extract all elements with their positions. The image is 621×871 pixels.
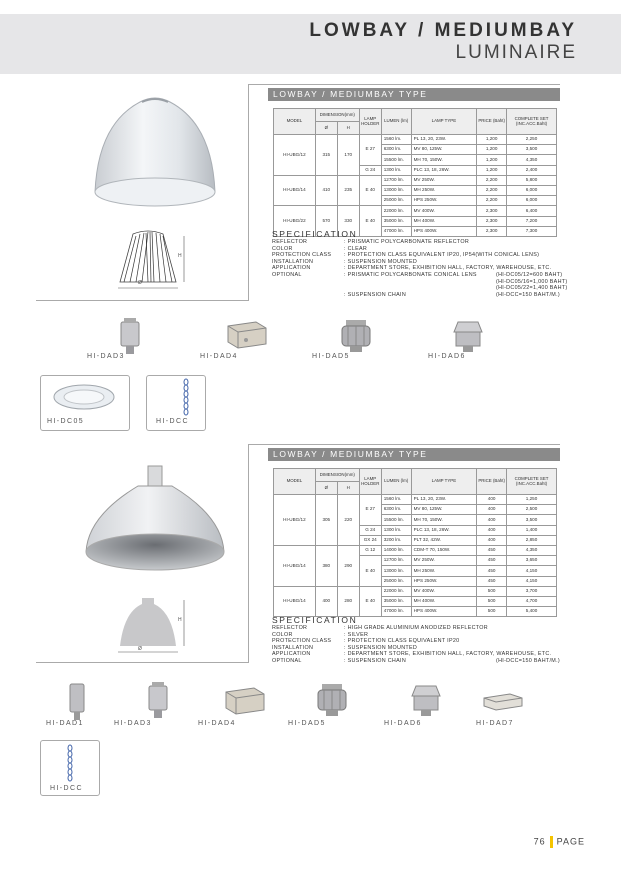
spec-value: : SUSPENSION CHAIN xyxy=(344,291,407,298)
cell-lamp: PLT 32, 42W. xyxy=(411,535,477,545)
frame-line xyxy=(36,300,249,301)
cell-lumen: 1300 lm. xyxy=(381,525,411,535)
table-row xyxy=(274,175,557,185)
spec-extra: (HI-DC05/22=1,400 BAHT) xyxy=(496,285,568,292)
accessory-label: HI-DAD6 xyxy=(428,353,466,360)
cell-lumen: 25000 lm. xyxy=(381,576,411,586)
cell-lumen: 25000 lm. xyxy=(381,196,411,206)
spec-value: : PROTECTION CLASS EQUIVALENT IP20 xyxy=(344,638,460,645)
cell-price: 2,200 xyxy=(477,196,507,206)
spec-value: : HIGH GRADE ALUMINIUM ANODIZED REFLECTOR xyxy=(344,625,488,631)
spec-row xyxy=(272,651,551,657)
spec-row xyxy=(272,658,616,664)
cell-set: 4,350 xyxy=(507,545,557,555)
cell-lumen: 1300 lm. xyxy=(381,165,411,175)
cell-price: 1,200 xyxy=(477,135,507,145)
cell-set: 5,400 xyxy=(507,607,557,617)
table-row xyxy=(274,495,557,505)
cell-price: 450 xyxy=(477,566,507,576)
spec-extra: (HI-DCC=150 BAHT/M.) xyxy=(496,291,560,298)
cell-lamp: HPS 400W. xyxy=(411,226,477,236)
cell-lamp: PLC 13, 18, 26W. xyxy=(411,165,477,175)
cell-lamp: MH 250W. xyxy=(411,185,477,195)
spec-row xyxy=(272,252,539,258)
cell-lamp: PL 13, 20, 23W. xyxy=(411,135,477,145)
option-label: HI-DCC xyxy=(156,418,189,425)
accessory-label: HI-DAD1 xyxy=(46,720,84,727)
cell-lumen: 12700 lm. xyxy=(381,556,411,566)
hi-dad5-ballast-icon xyxy=(314,682,350,718)
cell-price: 2,300 xyxy=(477,206,507,216)
hi-dad4-box-icon xyxy=(224,318,268,352)
dim-h-label: H xyxy=(178,617,184,623)
cell-h: 170 xyxy=(337,135,359,176)
cell-lumen: 6300 lm. xyxy=(381,145,411,155)
accessory-label: HI-DAD7 xyxy=(476,720,514,727)
hi-dad6-ballast-icon xyxy=(452,318,484,354)
cell-price: 450 xyxy=(477,556,507,566)
frame-line xyxy=(248,84,249,300)
page-title: LOWBAY / MEDIUMBAY xyxy=(309,20,577,41)
aluminium-dimension-sketch xyxy=(108,594,198,660)
cell-lamp: HPS 250W. xyxy=(411,576,477,586)
cell-set: 7,200 xyxy=(507,216,557,226)
page-subtitle: LUMINAIRE xyxy=(455,42,577,63)
cell-price: 500 xyxy=(477,586,507,596)
accessory-label: HI-DAD4 xyxy=(200,353,238,360)
cell-set: 1,400 xyxy=(507,525,557,535)
accessory-label: HI-DAD6 xyxy=(384,720,422,727)
cell-lumen: 13000 lm. xyxy=(381,566,411,576)
hi-dad1-ballast-icon xyxy=(66,682,88,722)
frame-line xyxy=(36,662,249,663)
spec-key: INSTALLATION xyxy=(272,644,314,651)
col-dimension: DIMENSION(mm) xyxy=(315,109,359,122)
cell-phi: 380 xyxy=(315,545,337,586)
spec-key: INSTALLATION xyxy=(272,258,314,265)
hi-dad4-box-icon xyxy=(222,684,266,718)
suspension-chain-icon xyxy=(66,744,74,784)
table-row xyxy=(274,135,557,145)
spec-key: OPTIONAL xyxy=(272,658,302,664)
spec-row xyxy=(272,279,616,285)
cell-holder: E 40 xyxy=(359,586,381,617)
spec-key: APPLICATION xyxy=(272,651,311,658)
cell-h: 290 xyxy=(337,545,359,586)
hi-dad6-ballast-icon xyxy=(410,682,442,718)
frame-line xyxy=(248,444,560,445)
cell-lumen: 6300 lm. xyxy=(381,505,411,515)
accessory-label: HI-DAD4 xyxy=(198,720,236,727)
col-complete-set: COMPLETE SET (INC.ACC.Baht) xyxy=(507,469,557,495)
cell-set: 2,400 xyxy=(507,165,557,175)
cell-model: HI-UBG/14 xyxy=(274,545,316,586)
cell-set: 2,250 xyxy=(507,135,557,145)
cell-h: 280 xyxy=(337,586,359,617)
cell-set: 3,500 xyxy=(507,515,557,525)
spec-key: REFLECTOR xyxy=(272,239,308,245)
dim-h-label: H xyxy=(178,253,184,259)
spec-value: : DEPARTMENT STORE, EXHIBITION HALL, FACTORY, WAREHOUSE, ETC. xyxy=(344,651,552,658)
spec-row xyxy=(272,625,488,631)
cell-lamp: MH 250W. xyxy=(411,566,477,576)
page-number xyxy=(534,836,585,848)
spec-row xyxy=(272,292,616,298)
spec-row xyxy=(272,645,417,651)
spec-key: APPLICATION xyxy=(272,265,311,272)
cell-model: HI-UBG/14 xyxy=(274,586,316,617)
cell-set: 6,000 xyxy=(507,185,557,195)
table-row xyxy=(274,586,557,596)
cell-set: 6,400 xyxy=(507,206,557,216)
accessory-label: HI-DAD3 xyxy=(114,720,152,727)
cell-lamp: MV 80, 125W. xyxy=(411,505,477,515)
cell-lumen: 47000 lm. xyxy=(381,226,411,236)
table-row xyxy=(274,545,557,555)
col-lumen: LUMEN (lm) xyxy=(381,469,411,495)
cell-holder: G 24 xyxy=(359,525,381,535)
cell-lumen: 1560 lm. xyxy=(381,135,411,145)
cell-lamp: MV 400W. xyxy=(411,586,477,596)
option-label: HI-DCC xyxy=(50,785,83,792)
col-lamp-holder: LAMP HOLDER xyxy=(359,109,381,135)
spec-key: PROTECTION CLASS xyxy=(272,638,332,645)
spec-key: REFLECTOR xyxy=(272,625,308,631)
cell-lamp: MV 400W. xyxy=(411,206,477,216)
cell-set: 5,800 xyxy=(507,175,557,185)
cell-lumen: 22000 lm. xyxy=(381,206,411,216)
spec-value: : SILVER xyxy=(344,631,369,638)
cell-phi: 305 xyxy=(315,495,337,546)
spec-extra: (HI-DC05/16=1,000 BAHT) xyxy=(496,278,568,285)
col-lamp-type: LAMP TYPE xyxy=(411,109,477,135)
cell-lumen: 22000 lm. xyxy=(381,586,411,596)
section-1-table xyxy=(273,108,557,237)
hi-dad3-ballast-icon xyxy=(146,682,170,722)
cell-set: 4,150 xyxy=(507,566,557,576)
cell-lamp: HPS 250W. xyxy=(411,196,477,206)
cell-price: 450 xyxy=(477,576,507,586)
cell-price: 400 xyxy=(477,515,507,525)
accessory-label: HI-DAD5 xyxy=(288,720,326,727)
accessory-label: HI-DAD5 xyxy=(312,353,350,360)
hi-dad3-ballast-icon xyxy=(118,318,142,358)
cell-set: 2,500 xyxy=(507,505,557,515)
cell-lamp: MH 400W. xyxy=(411,596,477,606)
spec-row xyxy=(272,285,616,291)
cell-holder: E 27 xyxy=(359,135,381,166)
spec-row xyxy=(272,265,551,271)
spec-value: : PROTECTION CLASS EQUIVALENT IP20, IP54(WITH CONICAL LENS) xyxy=(344,252,540,259)
section-2-bar: LOWBAY / MEDIUMBAY TYPE xyxy=(268,448,560,461)
cell-holder: G 24 xyxy=(359,165,381,175)
cell-set: 4,350 xyxy=(507,155,557,165)
cell-price: 400 xyxy=(477,525,507,535)
cell-set: 7,300 xyxy=(507,226,557,236)
cell-price: 2,300 xyxy=(477,226,507,236)
cell-set: 4,700 xyxy=(507,596,557,606)
section-1-spec-title: SPECIFICATION xyxy=(272,229,358,239)
cell-price: 2,200 xyxy=(477,175,507,185)
cell-set: 3,650 xyxy=(507,556,557,566)
cell-set: 6,000 xyxy=(507,196,557,206)
cell-set: 4,150 xyxy=(507,576,557,586)
cell-lumen: 47000 lm. xyxy=(381,607,411,617)
cell-price: 400 xyxy=(477,535,507,545)
dim-phi-label: Ø xyxy=(138,646,144,652)
cell-lamp: MV 80, 125W. xyxy=(411,145,477,155)
cell-lamp: CDM-T 70, 150W. xyxy=(411,545,477,555)
cell-holder: E 27 xyxy=(359,495,381,526)
col-model: MODEL xyxy=(274,109,316,135)
hi-dad5-ballast-icon xyxy=(338,318,374,354)
cell-lamp: MH 70, 150W. xyxy=(411,155,477,165)
cell-lumen: 35000 lm. xyxy=(381,596,411,606)
cell-model: HI-UBG/12 xyxy=(274,135,316,176)
cell-lumen: 35000 lm. xyxy=(381,216,411,226)
cell-h: 235 xyxy=(337,175,359,206)
spec-value: : PRISMATIC POLYCARBONATE CONICAL LENS xyxy=(344,272,477,278)
accessory-label: HI-DAD3 xyxy=(87,353,125,360)
cell-lumen: 3200 lm. xyxy=(381,535,411,545)
section-2-table xyxy=(273,468,557,617)
cell-lamp: PLC 13, 18, 26W. xyxy=(411,525,477,535)
col-dim-phi: Ø xyxy=(315,482,337,495)
col-model: MODEL xyxy=(274,469,316,495)
cell-price: 400 xyxy=(477,495,507,505)
section-2-spec-title: SPECIFICATION xyxy=(272,615,358,625)
cell-lamp: MH 70, 150W. xyxy=(411,515,477,525)
spec-extra: (HI-DC05/12=600 BAHT) xyxy=(496,272,563,278)
section-1-bar: LOWBAY / MEDIUMBAY TYPE xyxy=(268,88,560,101)
spec-row xyxy=(272,259,417,265)
cell-price: 500 xyxy=(477,607,507,617)
spec-key: PROTECTION CLASS xyxy=(272,252,332,259)
cell-holder: E 40 xyxy=(359,556,381,587)
cell-lumen: 13000 lm. xyxy=(381,185,411,195)
spec-value: : DEPARTMENT STORE, EXHIBITION HALL, FACTORY, WAREHOUSE, ETC. xyxy=(344,265,552,272)
cell-lumen: 12700 lm. xyxy=(381,175,411,185)
prismatic-dome-lamp xyxy=(90,92,220,212)
cell-lamp: MV 250W. xyxy=(411,556,477,566)
cell-lumen: 14000 lm. xyxy=(381,545,411,555)
spec-value: : SUSPENSION MOUNTED xyxy=(344,644,418,651)
cell-price: 2,300 xyxy=(477,216,507,226)
cell-price: 400 xyxy=(477,505,507,515)
cell-lamp: MH 400W. xyxy=(411,216,477,226)
cell-holder: GX 24 xyxy=(359,535,381,545)
dim-phi-label: Ø xyxy=(138,280,144,286)
cell-holder: E 40 xyxy=(359,206,381,237)
page-label: PAGE xyxy=(556,836,585,847)
spec-value: : SUSPENSION CHAIN xyxy=(344,658,407,664)
cell-set: 2,850 xyxy=(507,535,557,545)
cell-lamp: MV 250W. xyxy=(411,175,477,185)
frame-line xyxy=(248,84,560,85)
cell-phi: 400 xyxy=(315,586,337,617)
cell-model: HI-UBG/14 xyxy=(274,175,316,206)
conical-lens-icon xyxy=(52,383,116,411)
spec-value: : PRISMATIC POLYCARBONATE REFLECTOR xyxy=(344,239,470,245)
hi-dad7-ballast-icon xyxy=(480,690,524,714)
col-lamp-type: LAMP TYPE xyxy=(411,469,477,495)
prismatic-dimension-sketch xyxy=(108,228,198,294)
cell-price: 1,200 xyxy=(477,165,507,175)
cell-price: 500 xyxy=(477,596,507,606)
col-dim-phi: Ø xyxy=(315,122,337,135)
option-label: HI-DC05 xyxy=(47,418,85,425)
cell-h: 220 xyxy=(337,495,359,546)
cell-phi: 315 xyxy=(315,135,337,176)
spec-key: COLOR xyxy=(272,245,293,252)
spec-row xyxy=(272,632,368,638)
cell-phi: 410 xyxy=(315,175,337,206)
frame-line xyxy=(248,444,249,662)
cell-lamp: HPS 400W. xyxy=(411,607,477,617)
cell-phi: 570 xyxy=(315,206,337,237)
col-lamp-holder: LAMP HOLDER xyxy=(359,469,381,495)
page-divider xyxy=(550,836,553,848)
cell-lumen: 15500 lm. xyxy=(381,155,411,165)
cell-model: HI-UBG/12 xyxy=(274,495,316,546)
cell-holder: E 40 xyxy=(359,175,381,206)
col-price: PRICE (Baht) xyxy=(477,109,507,135)
aluminium-reflector-lamp xyxy=(82,462,228,578)
spec-row xyxy=(272,239,469,245)
table-row xyxy=(274,206,557,216)
cell-set: 3,500 xyxy=(507,145,557,155)
cell-set: 1,250 xyxy=(507,495,557,505)
cell-model: HI-UBG/22 xyxy=(274,206,316,237)
col-price: PRICE (Baht) xyxy=(477,469,507,495)
col-dimension: DIMENSION(mm) xyxy=(315,469,359,482)
col-complete-set: COMPLETE SET (INC.ACC.Baht) xyxy=(507,109,557,135)
spec-value: : SUSPENSION MOUNTED xyxy=(344,258,418,265)
col-dim-h: H xyxy=(337,482,359,495)
cell-price: 1,200 xyxy=(477,155,507,165)
spec-key: OPTIONAL xyxy=(272,272,302,278)
spec-key: COLOR xyxy=(272,631,293,638)
cell-holder: G 12 xyxy=(359,545,381,555)
spec-row xyxy=(272,638,459,644)
spec-row xyxy=(272,246,367,252)
cell-lamp: PL 13, 20, 23W. xyxy=(411,495,477,505)
cell-price: 1,200 xyxy=(477,145,507,155)
cell-set: 3,700 xyxy=(507,586,557,596)
cell-h: 330 xyxy=(337,206,359,237)
spec-extra: (HI-DCC=150 BAHT/M.) xyxy=(496,658,560,664)
cell-lumen: 1560 lm. xyxy=(381,495,411,505)
page-number-value: 76 xyxy=(533,836,546,847)
cell-price: 450 xyxy=(477,545,507,555)
spec-row xyxy=(272,272,616,278)
spec-value: : CLEAR xyxy=(344,245,368,252)
suspension-chain-icon xyxy=(182,378,190,418)
cell-lumen: 15500 lm. xyxy=(381,515,411,525)
cell-price: 2,200 xyxy=(477,185,507,195)
col-lumen: LUMEN (lm) xyxy=(381,109,411,135)
col-dim-h: H xyxy=(337,122,359,135)
